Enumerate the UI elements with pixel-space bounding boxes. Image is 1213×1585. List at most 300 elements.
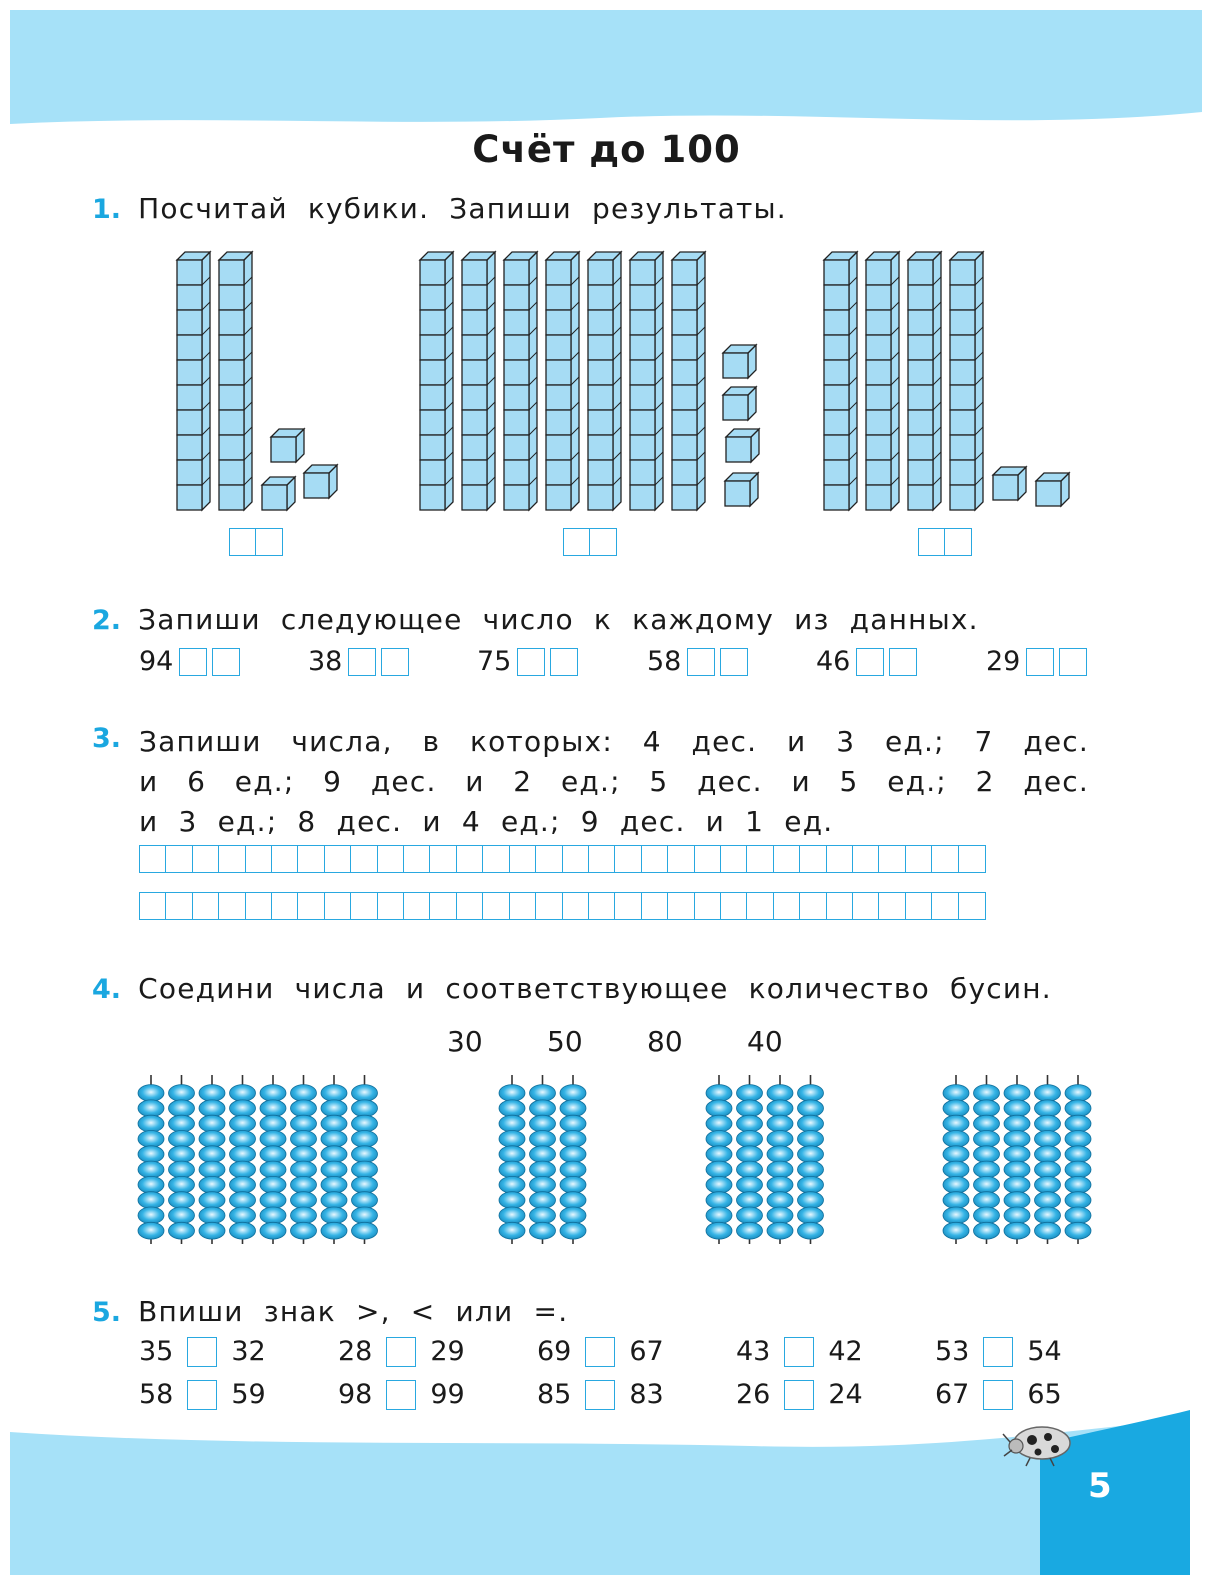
answer-cell[interactable]: [192, 892, 220, 920]
bead: [199, 1146, 225, 1163]
left-number: 35: [139, 1336, 174, 1367]
answer-cell[interactable]: [931, 845, 959, 873]
task5-instruction: Впиши знак >, < или =.: [138, 1295, 569, 1328]
bead: [974, 1176, 1000, 1193]
bead: [560, 1146, 586, 1163]
unit-cube: [1036, 473, 1069, 506]
task1-answer-c[interactable]: [918, 528, 972, 556]
answer-cell[interactable]: [563, 528, 591, 556]
ten-rod: [546, 252, 579, 510]
right-number: 59: [231, 1379, 266, 1410]
bead: [1004, 1115, 1030, 1132]
bead-group[interactable]: [706, 1075, 824, 1244]
bead: [1035, 1146, 1061, 1163]
sign-box[interactable]: [187, 1337, 217, 1367]
bead: [260, 1100, 286, 1117]
unit-cube: [304, 465, 337, 498]
bead: [1035, 1222, 1061, 1239]
answer-cell[interactable]: [856, 648, 884, 676]
bead: [138, 1192, 164, 1209]
bead: [138, 1146, 164, 1163]
bead: [352, 1161, 378, 1178]
bead: [199, 1115, 225, 1132]
ten-rod: [950, 252, 983, 510]
bead: [737, 1131, 763, 1148]
answer-cell[interactable]: [694, 845, 722, 873]
bead: [974, 1146, 1000, 1163]
sign-box[interactable]: [784, 1337, 814, 1367]
ten-rod: [866, 252, 899, 510]
task3-answer-grid[interactable]: [139, 892, 986, 920]
bead: [737, 1192, 763, 1209]
bead: [291, 1161, 317, 1178]
bead: [1004, 1085, 1030, 1102]
unit-cube: [726, 429, 759, 462]
bead: [230, 1207, 256, 1224]
answer-cell[interactable]: [218, 892, 246, 920]
bead: [291, 1192, 317, 1209]
bead: [230, 1192, 256, 1209]
bead: [138, 1131, 164, 1148]
answer-cell[interactable]: [245, 845, 273, 873]
bead: [1035, 1161, 1061, 1178]
bead-number-option[interactable]: 80: [647, 1025, 683, 1058]
comparison-item: [736, 1336, 863, 1367]
bead: [943, 1222, 969, 1239]
bead: [260, 1207, 286, 1224]
bead: [974, 1100, 1000, 1117]
answer-cell[interactable]: [799, 845, 827, 873]
answer-cell[interactable]: [482, 892, 510, 920]
answer-cell[interactable]: [229, 528, 257, 556]
answer-cell[interactable]: [799, 892, 827, 920]
bead: [530, 1161, 556, 1178]
bead: [199, 1100, 225, 1117]
bead: [1065, 1131, 1091, 1148]
bead: [291, 1085, 317, 1102]
bead: [1004, 1161, 1030, 1178]
answer-cell[interactable]: [377, 845, 405, 873]
bead: [530, 1192, 556, 1209]
bead: [706, 1192, 732, 1209]
answer-cell[interactable]: [377, 892, 405, 920]
bead: [169, 1176, 195, 1193]
bead: [530, 1176, 556, 1193]
bead: [767, 1207, 793, 1224]
answer-cell[interactable]: [192, 845, 220, 873]
task2-value: 75: [477, 646, 512, 677]
right-number: 99: [430, 1379, 465, 1410]
answer-cell[interactable]: [509, 845, 537, 873]
task2-value: 94: [139, 646, 174, 677]
bead: [767, 1115, 793, 1132]
task2-header: [92, 603, 979, 636]
bead: [1035, 1131, 1061, 1148]
answer-cell[interactable]: [139, 892, 167, 920]
bead: [230, 1085, 256, 1102]
bead: [767, 1222, 793, 1239]
answer-cell[interactable]: [429, 845, 457, 873]
bead: [321, 1222, 347, 1239]
bead: [943, 1115, 969, 1132]
left-number: 58: [139, 1379, 174, 1410]
answer-cell[interactable]: [535, 845, 563, 873]
bead: [706, 1176, 732, 1193]
left-number: 98: [338, 1379, 373, 1410]
task1-header: [92, 192, 787, 225]
bead: [321, 1100, 347, 1117]
bead: [530, 1131, 556, 1148]
task1-number: 1.: [92, 194, 122, 225]
bead: [230, 1176, 256, 1193]
answer-cell[interactable]: [255, 528, 283, 556]
task2-item: [647, 646, 754, 677]
cube-group: [420, 252, 759, 510]
bead: [499, 1115, 525, 1132]
bead: [1004, 1146, 1030, 1163]
ten-rod: [824, 252, 857, 510]
answer-cell[interactable]: [271, 892, 299, 920]
bead: [499, 1222, 525, 1239]
task3-answer-grid[interactable]: [139, 845, 986, 873]
bead: [798, 1131, 824, 1148]
sign-box[interactable]: [386, 1380, 416, 1410]
answer-cell[interactable]: [773, 845, 801, 873]
ten-rod: [672, 252, 705, 510]
comparison-item: [935, 1336, 1062, 1367]
bead: [199, 1131, 225, 1148]
bead: [943, 1131, 969, 1148]
answer-cell[interactable]: [694, 892, 722, 920]
bead: [1004, 1207, 1030, 1224]
bead: [352, 1192, 378, 1209]
answer-cell[interactable]: [641, 892, 669, 920]
bead: [138, 1100, 164, 1117]
ten-rod: [420, 252, 453, 510]
bead: [352, 1222, 378, 1239]
bead: [974, 1085, 1000, 1102]
bead: [199, 1207, 225, 1224]
answer-cell[interactable]: [588, 845, 616, 873]
sign-box[interactable]: [983, 1380, 1013, 1410]
bead: [1004, 1222, 1030, 1239]
bead: [1065, 1192, 1091, 1209]
bead: [1004, 1192, 1030, 1209]
ten-rod: [177, 252, 210, 510]
left-number: 43: [736, 1336, 771, 1367]
top-wave-band: [10, 10, 1202, 124]
sign-box[interactable]: [187, 1380, 217, 1410]
bead: [321, 1085, 347, 1102]
task1-answer-a[interactable]: [229, 528, 283, 556]
task2-item: [308, 646, 415, 677]
bead: [798, 1176, 824, 1193]
bead: [1035, 1115, 1061, 1132]
answer-cell[interactable]: [931, 892, 959, 920]
left-number: 53: [935, 1336, 970, 1367]
bead: [737, 1161, 763, 1178]
bead: [230, 1146, 256, 1163]
answer-cell[interactable]: [1026, 648, 1054, 676]
comparison-item: [139, 1379, 266, 1410]
answer-cell[interactable]: [212, 648, 240, 676]
bead: [260, 1085, 286, 1102]
bead: [560, 1085, 586, 1102]
answer-cell[interactable]: [562, 892, 590, 920]
answer-cell[interactable]: [826, 892, 854, 920]
bead: [974, 1207, 1000, 1224]
answer-cell[interactable]: [456, 845, 484, 873]
answer-cell[interactable]: [1059, 648, 1087, 676]
bead: [798, 1100, 824, 1117]
bead: [1065, 1115, 1091, 1132]
answer-cell[interactable]: [958, 845, 986, 873]
sign-box[interactable]: [585, 1380, 615, 1410]
sign-box[interactable]: [983, 1337, 1013, 1367]
bead: [260, 1131, 286, 1148]
answer-cell[interactable]: [905, 892, 933, 920]
bead: [291, 1115, 317, 1132]
answer-cell[interactable]: [456, 892, 484, 920]
answer-cell[interactable]: [641, 845, 669, 873]
bead-number-option[interactable]: 30: [447, 1025, 483, 1058]
bead: [1035, 1192, 1061, 1209]
bead: [706, 1146, 732, 1163]
answer-cell[interactable]: [746, 845, 774, 873]
bead: [138, 1176, 164, 1193]
ten-rod: [588, 252, 621, 510]
answer-cell[interactable]: [687, 648, 715, 676]
bead: [974, 1131, 1000, 1148]
bead: [291, 1222, 317, 1239]
bead: [943, 1207, 969, 1224]
bead: [260, 1115, 286, 1132]
answer-cell[interactable]: [324, 845, 352, 873]
bead: [1035, 1176, 1061, 1193]
bead: [352, 1085, 378, 1102]
bead: [199, 1222, 225, 1239]
answer-cell[interactable]: [720, 892, 748, 920]
bead: [1004, 1131, 1030, 1148]
answer-cell[interactable]: [852, 892, 880, 920]
answer-cell[interactable]: [773, 892, 801, 920]
answer-cell[interactable]: [667, 845, 695, 873]
task3-line3: и 3 ед.; 8 дес. и 4 ед.; 9 дес. и 1 ед.: [139, 805, 834, 838]
answer-cell[interactable]: [878, 845, 906, 873]
bead-number-option[interactable]: 40: [747, 1025, 783, 1058]
answer-cell[interactable]: [403, 845, 431, 873]
answer-cell[interactable]: [614, 892, 642, 920]
task2-value: 38: [308, 646, 343, 677]
unit-cube: [262, 477, 295, 510]
bead: [169, 1115, 195, 1132]
bead: [230, 1131, 256, 1148]
bead: [798, 1161, 824, 1178]
task3-line2: и 6 ед.; 9 дес. и 2 ед.; 5 дес. и 5 ед.; 2 дес.: [139, 765, 1089, 798]
bead: [169, 1161, 195, 1178]
bead: [138, 1222, 164, 1239]
bead: [767, 1161, 793, 1178]
bead: [767, 1131, 793, 1148]
answer-cell[interactable]: [550, 648, 578, 676]
answer-cell[interactable]: [139, 845, 167, 873]
answer-cell[interactable]: [944, 528, 972, 556]
bead: [352, 1131, 378, 1148]
task5-number: 5.: [92, 1297, 122, 1328]
answer-cell[interactable]: [720, 648, 748, 676]
bead: [291, 1100, 317, 1117]
answer-cell[interactable]: [350, 892, 378, 920]
bead: [260, 1146, 286, 1163]
bead: [706, 1085, 732, 1102]
bead: [138, 1161, 164, 1178]
answer-cell[interactable]: [179, 648, 207, 676]
bead: [560, 1115, 586, 1132]
bead: [291, 1176, 317, 1193]
bead: [291, 1207, 317, 1224]
bead: [499, 1085, 525, 1102]
sign-box[interactable]: [585, 1337, 615, 1367]
bead: [767, 1100, 793, 1117]
answer-cell[interactable]: [826, 845, 854, 873]
bead: [1004, 1176, 1030, 1193]
bead: [169, 1192, 195, 1209]
bead: [1065, 1207, 1091, 1224]
answer-cell[interactable]: [720, 845, 748, 873]
answer-cell[interactable]: [297, 845, 325, 873]
bead-group[interactable]: [138, 1075, 378, 1244]
cube-groups: [0, 240, 1213, 530]
bead: [798, 1222, 824, 1239]
bead: [767, 1176, 793, 1193]
bead: [499, 1207, 525, 1224]
bead: [169, 1146, 195, 1163]
bead: [321, 1146, 347, 1163]
bead: [560, 1192, 586, 1209]
answer-cell[interactable]: [482, 845, 510, 873]
answer-cell[interactable]: [517, 648, 545, 676]
right-number: 83: [629, 1379, 664, 1410]
answer-cell[interactable]: [245, 892, 273, 920]
bead: [499, 1100, 525, 1117]
answer-cell[interactable]: [165, 892, 193, 920]
bead: [169, 1207, 195, 1224]
ten-rod: [462, 252, 495, 510]
answer-cell[interactable]: [589, 528, 617, 556]
left-number: 26: [736, 1379, 771, 1410]
bead: [798, 1207, 824, 1224]
cube-group: [177, 252, 337, 510]
bead: [560, 1100, 586, 1117]
left-number: 67: [935, 1379, 970, 1410]
unit-cube: [725, 473, 758, 506]
bead: [321, 1115, 347, 1132]
ten-rod: [504, 252, 537, 510]
bead: [530, 1100, 556, 1117]
task1-answer-b[interactable]: [563, 528, 617, 556]
answer-cell[interactable]: [889, 648, 917, 676]
answer-cell[interactable]: [614, 845, 642, 873]
bead: [138, 1207, 164, 1224]
bead: [1004, 1100, 1030, 1117]
bead: [798, 1115, 824, 1132]
task1-instruction: Посчитай кубики. Запиши результаты.: [138, 192, 787, 225]
answer-cell[interactable]: [535, 892, 563, 920]
answer-cell[interactable]: [746, 892, 774, 920]
right-number: 65: [1027, 1379, 1062, 1410]
answer-cell[interactable]: [588, 892, 616, 920]
bead: [321, 1161, 347, 1178]
task4-number: 4.: [92, 974, 122, 1005]
bead: [737, 1146, 763, 1163]
answer-cell[interactable]: [429, 892, 457, 920]
bead-number-option[interactable]: 50: [547, 1025, 583, 1058]
bead: [737, 1085, 763, 1102]
unit-cube: [271, 429, 304, 462]
answer-cell[interactable]: [165, 845, 193, 873]
task2-item: [816, 646, 923, 677]
bead: [706, 1115, 732, 1132]
answer-cell[interactable]: [297, 892, 325, 920]
bead: [169, 1222, 195, 1239]
bead-group[interactable]: [943, 1075, 1091, 1244]
answer-cell[interactable]: [878, 892, 906, 920]
answer-cell[interactable]: [667, 892, 695, 920]
task2-value: 46: [816, 646, 851, 677]
answer-cell[interactable]: [271, 845, 299, 873]
sign-box[interactable]: [386, 1337, 416, 1367]
answer-cell[interactable]: [348, 648, 376, 676]
answer-cell[interactable]: [381, 648, 409, 676]
bead: [1065, 1100, 1091, 1117]
bead: [199, 1192, 225, 1209]
answer-cell[interactable]: [403, 892, 431, 920]
answer-cell[interactable]: [918, 528, 946, 556]
bead: [321, 1192, 347, 1209]
task2-instruction: Запиши следующее число к каждому из данных.: [138, 603, 979, 636]
bead: [138, 1085, 164, 1102]
task5-header: [92, 1295, 568, 1328]
bead: [260, 1192, 286, 1209]
answer-cell[interactable]: [350, 845, 378, 873]
bead: [706, 1131, 732, 1148]
bead: [737, 1100, 763, 1117]
answer-cell[interactable]: [958, 892, 986, 920]
answer-cell[interactable]: [562, 845, 590, 873]
bead: [737, 1176, 763, 1193]
answer-cell[interactable]: [852, 845, 880, 873]
bead: [169, 1100, 195, 1117]
bead: [706, 1207, 732, 1224]
bead: [706, 1222, 732, 1239]
bead: [560, 1131, 586, 1148]
answer-cell[interactable]: [324, 892, 352, 920]
answer-cell[interactable]: [509, 892, 537, 920]
cube-group: [824, 252, 1069, 510]
sign-box[interactable]: [784, 1380, 814, 1410]
bead: [260, 1222, 286, 1239]
bead: [230, 1115, 256, 1132]
bead: [974, 1222, 1000, 1239]
right-number: 42: [828, 1336, 863, 1367]
right-number: 24: [828, 1379, 863, 1410]
right-number: 54: [1027, 1336, 1062, 1367]
bead: [530, 1207, 556, 1224]
answer-cell[interactable]: [218, 845, 246, 873]
ten-rod: [219, 252, 252, 510]
bead-group[interactable]: [499, 1075, 586, 1244]
answer-cell[interactable]: [905, 845, 933, 873]
